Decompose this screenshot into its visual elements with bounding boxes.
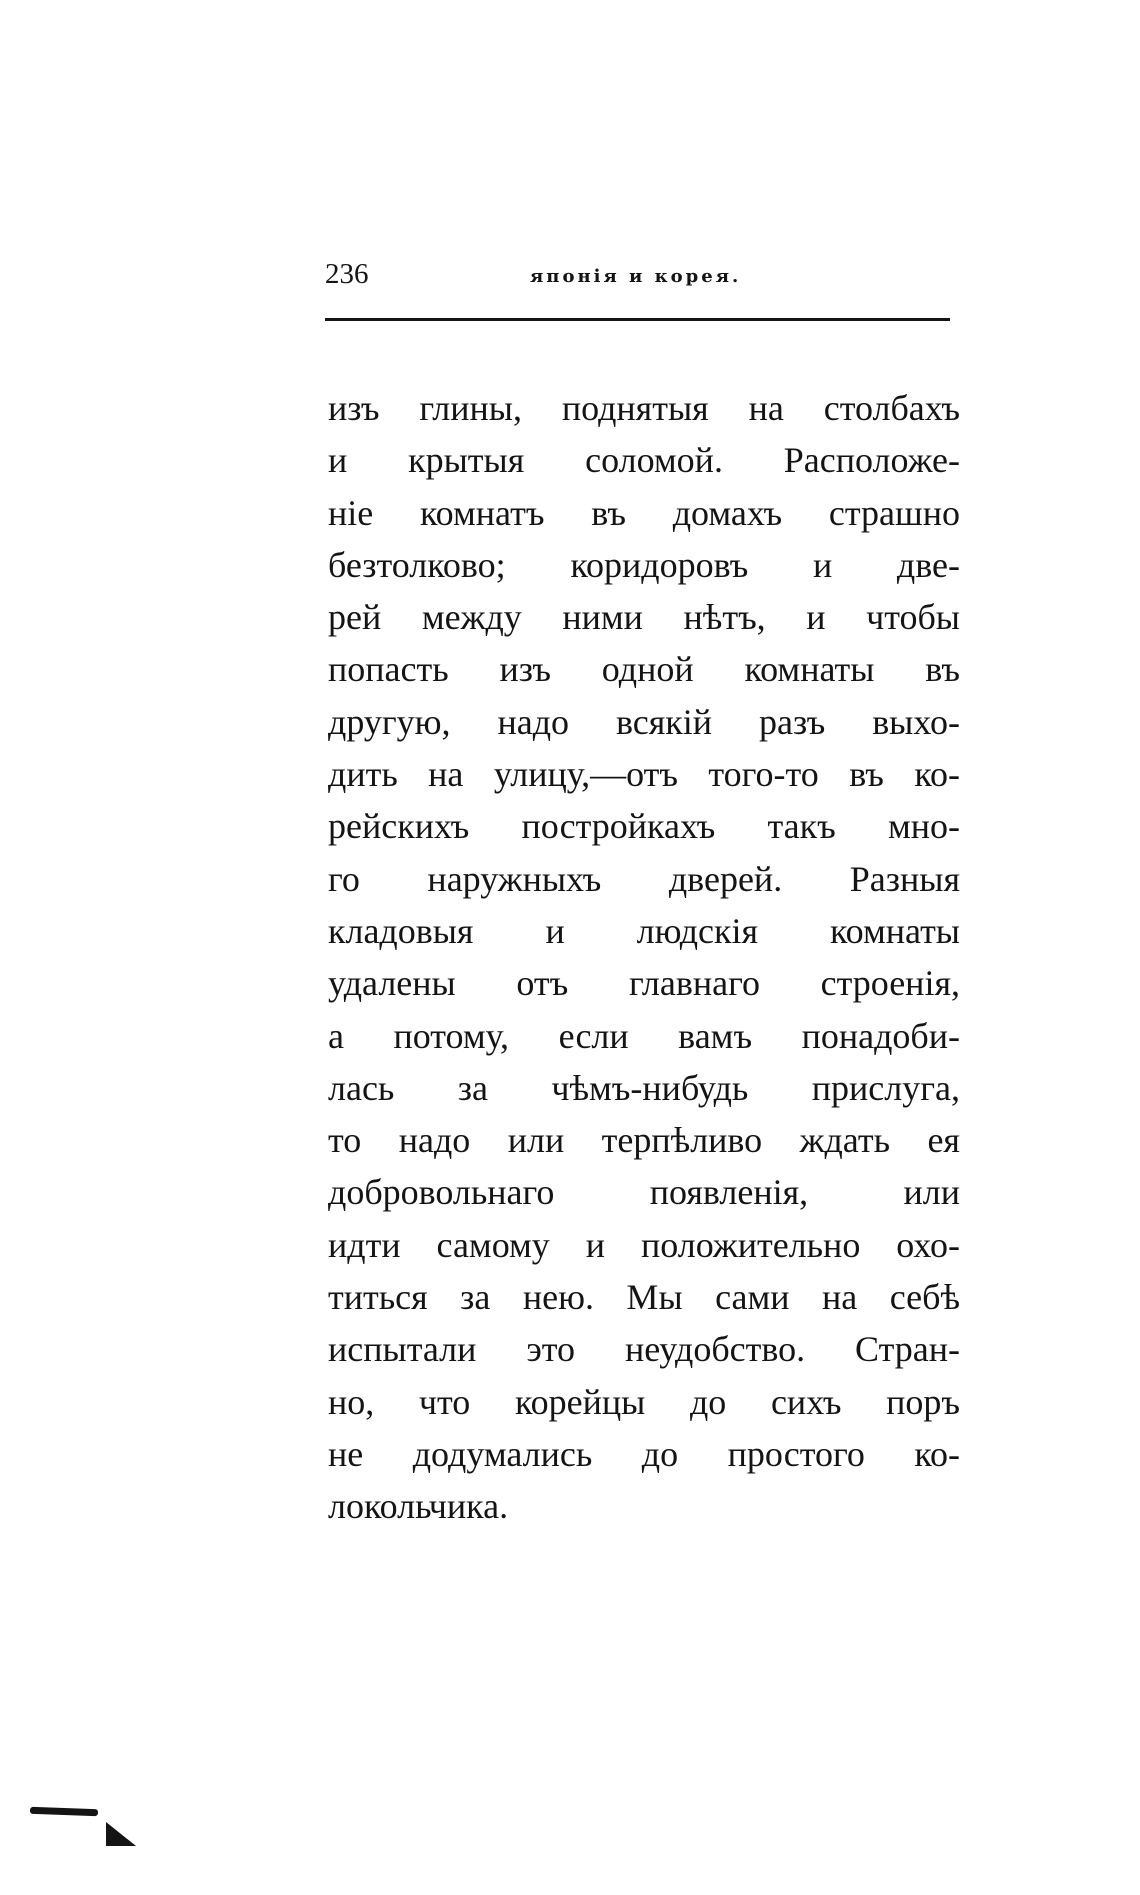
text-line: удалены отъ главнаго строенія, — [328, 963, 960, 1004]
text-line: рей между ними нѣтъ, и чтобы — [328, 597, 960, 638]
text-line: испытали это неудобство. Стран- — [328, 1329, 960, 1370]
text-line: другую, надо всякій разъ выхо- — [328, 701, 960, 742]
text-line: а потому, если вамъ понадоби- — [328, 1015, 960, 1056]
text-line: то надо или терпѣливо ждать ея — [328, 1120, 960, 1161]
text-line: и крытыя соломой. Расположе- — [328, 440, 960, 481]
text-line: лась за чѣмъ-нибудь прислуга, — [328, 1067, 960, 1108]
page-number: 236 — [325, 258, 369, 290]
header-rule — [325, 318, 950, 321]
scan-mark — [30, 1807, 98, 1816]
running-head — [325, 258, 950, 298]
text-line: не додумались до простого ко- — [328, 1433, 960, 1474]
text-line: добровольнаго появленія, или — [328, 1172, 960, 1213]
text-line: титься за нею. Мы сами на себѣ — [328, 1277, 960, 1318]
text-line: безтолково; коридоровъ и две- — [328, 544, 960, 585]
text-line: изъ глины, поднятыя на столбахъ — [328, 388, 960, 428]
text-line: ніе комнатъ въ домахъ страшно — [328, 492, 960, 533]
text-line: го наружныхъ дверей. Разныя — [328, 858, 960, 899]
text-line-last: локольчика. — [328, 1486, 509, 1527]
text-line: кладовыя и людскія комнаты — [328, 910, 960, 951]
text-line: рейскихъ постройкахъ такъ мно- — [328, 806, 960, 847]
text-line: дить на улицу,—отъ того-то въ ко- — [328, 754, 960, 795]
text-line: идти самому и положительно охо- — [328, 1224, 960, 1265]
running-title: японія и корея. — [530, 266, 742, 287]
scan-corner-mark — [106, 1822, 136, 1846]
text-line: попасть изъ одной комнаты въ — [328, 649, 960, 690]
body-text — [328, 382, 960, 1533]
text-line: но, что корейцы до сихъ поръ — [328, 1381, 960, 1422]
